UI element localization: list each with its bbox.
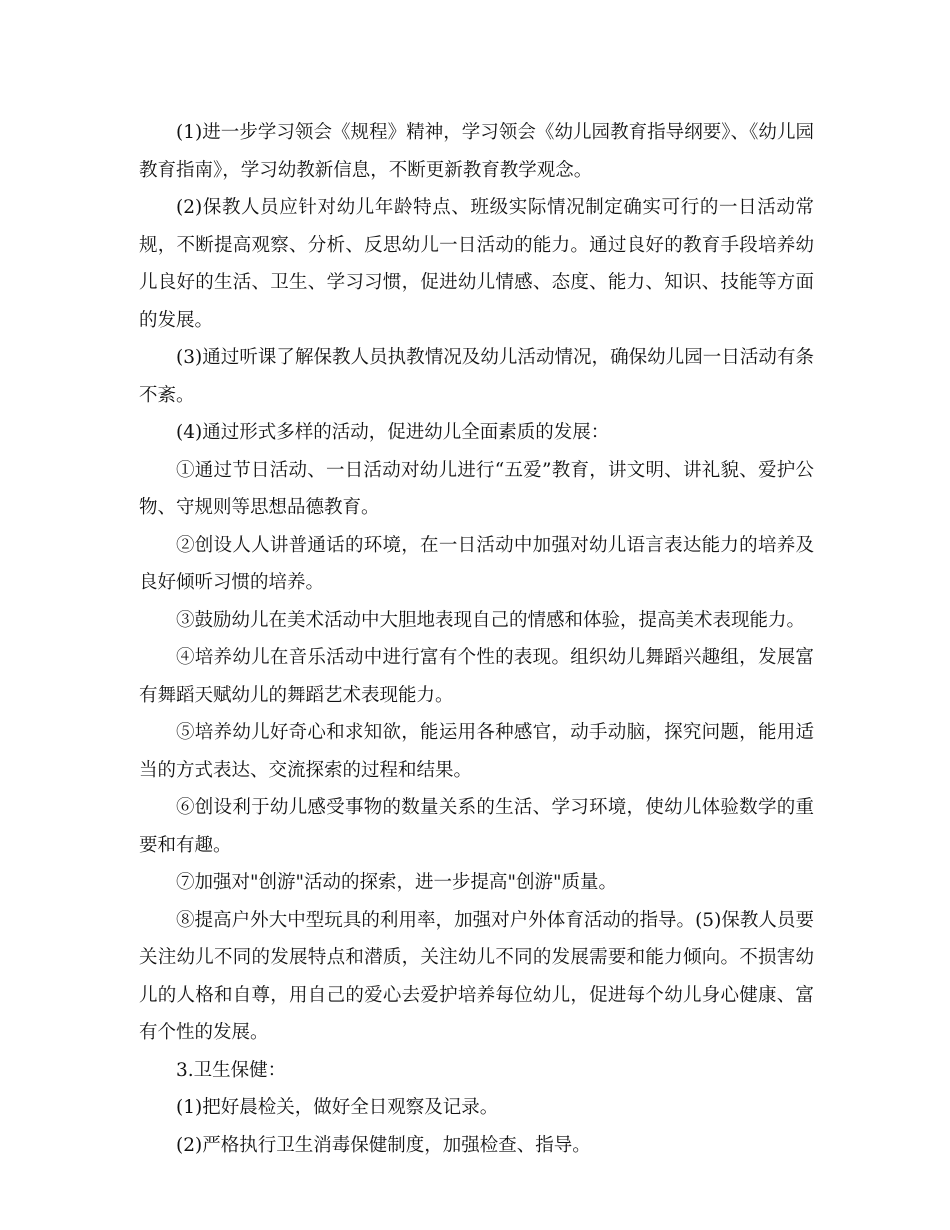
list-item-math: ⑥创设利于幼儿感受事物的数量关系的生活、学习环境，使幼儿体验数学的重要和有趣。: [139, 797, 814, 856]
list-item-curiosity: ⑤培养幼儿好奇心和求知欲，能运用各种感官，动手动脑，探究问题，能用适当的方式表达、交流探索的过程和结果。: [139, 722, 814, 781]
list-item-moral-education: ①通过节日活动、一日活动对幼儿进行“五爱”教育，讲文明、讲礼貌、爱护公物、守规则等思想品德教育。: [139, 459, 814, 518]
document-body: [139, 114, 814, 1164]
list-item-music: ④培养幼儿在音乐活动中进行富有个性的表现。组织幼儿舞蹈兴趣组，发展富有舞蹈天赋幼儿的舞蹈艺术表现能力。: [139, 647, 814, 706]
paragraph-morning-check: (1)把好晨检关，做好全日观察及记录。: [176, 1097, 499, 1118]
list-item-language: ②创设人人讲普通话的环境，在一日活动中加强对幼儿语言表达能力的培养及良好倾听习惯的培养。: [139, 534, 814, 593]
paragraph-diverse-activities: (4)通过形式多样的活动，促进幼儿全面素质的发展：: [176, 422, 610, 443]
list-item-creative-play: ⑦加强对"创游"活动的探索，进一步提高"创游"质量。: [176, 872, 618, 893]
list-item-outdoor-activities: ⑧提高户外大中型玩具的利用率，加强对户外体育活动的指导。(5)保教人员要关注幼儿不同的发展特点和潜质，关注幼儿不同的发展需要和能力倾向。不损害幼儿的人格和自尊，用自己的爱心去爱护培养每位幼儿，促进每个幼儿身心健康、富有个性的发展。: [139, 909, 814, 1043]
section-heading-health-care: 3.卫生保健：: [176, 1059, 287, 1081]
paragraph-class-observation: (3)通过听课了解保教人员执教情况及幼儿活动情况，确保幼儿园一日活动有条不紊。: [139, 347, 814, 406]
paragraph-study-regulations: (1)进一步学习领会《规程》精神，学习领会《幼儿园教育指导纲要》、《幼儿园教育指南》，学习幼教新信息，不断更新教育教学观念。: [139, 122, 814, 181]
paragraph-disinfection: (2)严格执行卫生消毒保健制度，加强检查、指导。: [176, 1134, 591, 1156]
paragraph-daily-routine: (2)保教人员应针对幼儿年龄特点、班级实际情况制定确实可行的一日活动常规，不断提高观察、分析、反思幼儿一日活动的能力。通过良好的教育手段培养幼儿良好的生活、卫生、学习习惯，促进幼儿情感、态度、能力、知识、技能等方面的发展。: [139, 197, 814, 331]
list-item-art: ③鼓励幼儿在美术活动中大胆地表现自己的情感和体验，提高美术表现能力。: [176, 609, 806, 631]
